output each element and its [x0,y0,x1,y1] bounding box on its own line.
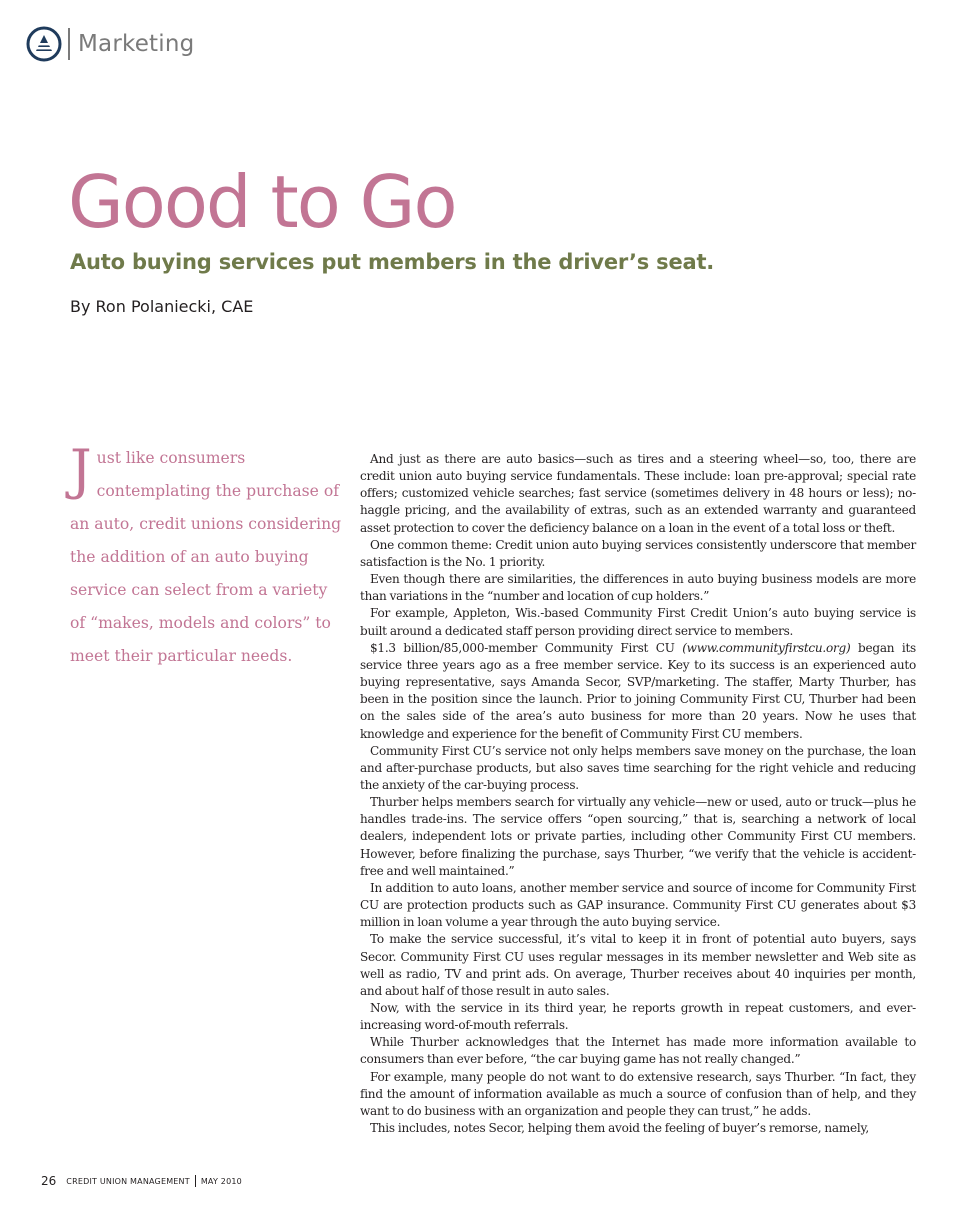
body-text: $1.3 billion/85,000-member Community First CU [370,640,683,655]
body-paragraph: Thurber helps members search for virtually any vehicle—new or used, auto or truck—plus he handles trade-ins. The service offers “open sourcing,” that is, searching a network of local dealers, independent lots or private parties, including other Community First CU members. However, before finalizing the purchase, says Thurber, “we verify that the vehicle is accident-free and well maintained.” [360,795,916,878]
article-subtitle: Auto buying services put members in the driver’s seat. [70,250,715,274]
publication-name: CREDIT UNION MANAGEMENT [66,1176,190,1186]
page-header [26,26,194,62]
credit-union-logo-icon [26,26,62,62]
drop-cap: J [70,438,92,501]
body-paragraph: For example, many people do not want to do extensive research, says Thurber. “In fact, they find the amount of information available as much a source of confusion than of help, and they want to do business with an organization and people they can trust,” he adds. [360,1069,916,1118]
body-paragraph: For example, Appleton, Wis.-based Community First Credit Union’s auto buying service is built around a dedicated staff person providing direct service to members. [360,606,916,638]
body-paragraph: To make the service successful, it’s vital to keep it in front of potential auto buyers, says Secor. Community First CU uses regular messages in its member newsletter and Web site as well as radio, TV and print ads. On average, Thurber receives about 40 inquiries per month, and about half of those result in auto sales. [360,932,916,998]
body-paragraph: Now, with the service in its third year, he reports growth in repeat customers, and ever-increasing word-of-mouth referrals. [360,1001,916,1033]
section-label: Marketing [78,31,195,57]
page-number: 26 [41,1174,57,1188]
body-paragraph: Community First CU’s service not only helps members save money on the purchase, the loan and after-purchase products, but also saves time searching for the right vehicle and reducing the anxiety of the car-buying process. [360,743,916,792]
body-paragraph: In addition to auto loans, another member service and source of income for Community First CU are protection products such as GAP insurance. Community First CU generates about $3 million in loan volume a year through the auto buying service. [360,880,916,930]
footer-divider [195,1175,196,1187]
article-byline: By Ron Polaniecki, CAE [70,297,254,316]
body-paragraph [360,640,916,743]
issue-date: MAY 2010 [200,1176,242,1186]
body-paragraph: This includes, notes Secor, helping them avoid the feeling of buyer’s remorse, namely, [370,1121,870,1136]
body-paragraph: One common theme: Credit union auto buying services consistently underscore that member satisfaction is the No. 1 priority. [360,537,916,569]
pull-quote [70,438,342,673]
body-paragraph: Even though there are similarities, the differences in auto buying business models are more than variations in the “number and location of cup holders.” [360,572,916,604]
article-title: Good to Go [68,160,456,244]
website-url: (www.communityfirstcu.org) [682,640,851,655]
body-paragraph: While Thurber acknowledges that the Internet has made more information available to consumers than ever before, “the car buying game has not really changed.” [360,1035,916,1067]
article-body [360,451,916,1137]
body-paragraph: And just as there are auto basics—such as tires and a steering wheel—so, too, there are credit union auto buying service fundamentals. These include: loan pre-approval; special rate offers; customized vehicle searches; fast service (sometimes delivery in 48 hours or less); no-haggle pricing, and the availability of extras, such as an extended warranty and guaranteed asset protection to cover the deficiency balance on a loan in the event of a total loss or theft. [360,452,916,535]
pull-quote-text: ust like consumers contemplating the purchase of an auto, credit unions considering the addition of an auto buying service can select from a variety of “makes, models and colors” to meet their particular needs. [70,449,342,665]
page-footer [41,1174,242,1188]
body-text: began its service three years ago as a free member service. Key to its success is an experienced auto buying representative, says Amanda Secor, SVP/marketing. The staffer, Marty Thurber, has been in the position since the launch. Prior to joining Community First CU, Thurber had been on the sales side of the area’s auto business for more than 20 years. Now he uses that knowledge and experience for the benefit of Community First CU members. [360,640,916,741]
header-divider [68,28,70,60]
